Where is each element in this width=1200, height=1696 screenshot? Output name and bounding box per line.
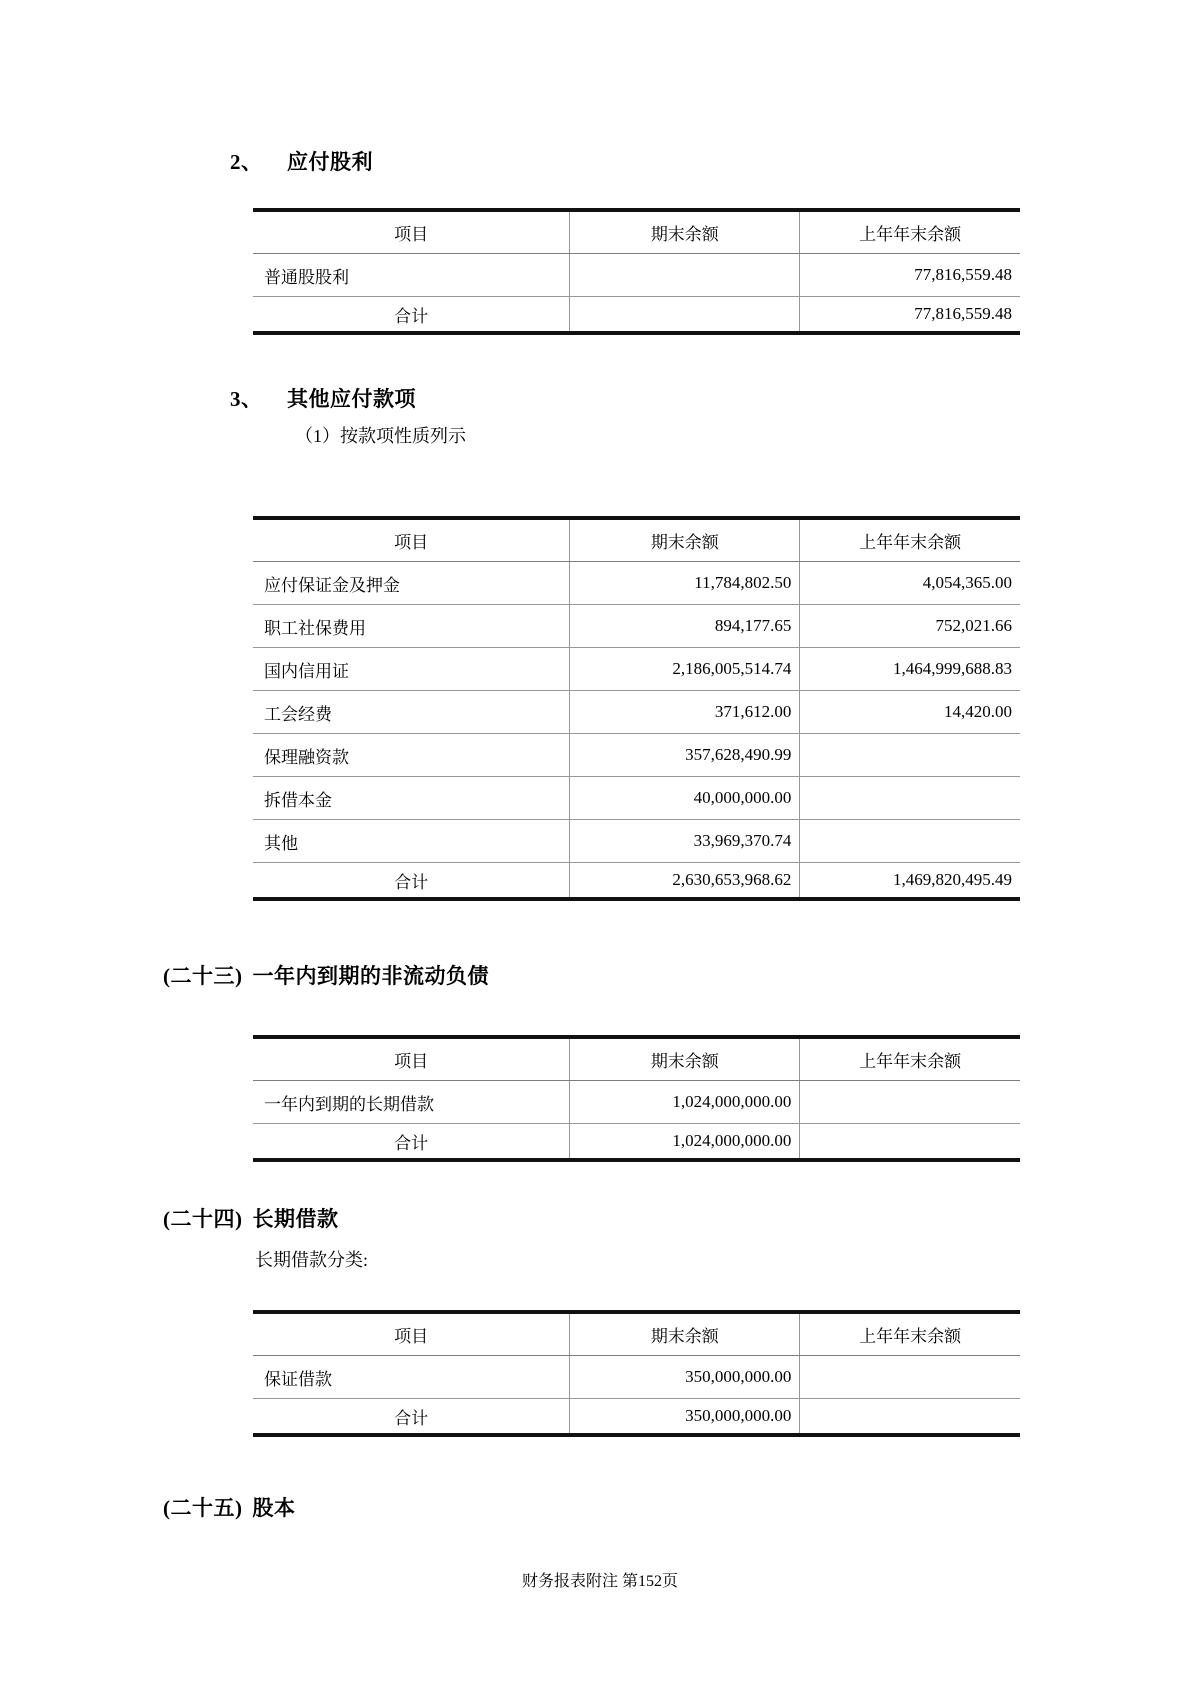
total-label: 合计 <box>394 306 429 326</box>
total-row <box>253 863 1020 900</box>
table-row <box>253 777 1020 820</box>
column-header: 期末余额 <box>570 1312 800 1356</box>
cell-prior-balance <box>800 820 1020 863</box>
total-current-balance: 1,024,000,000.00 <box>570 1124 800 1161</box>
cell-prior-balance: 752,021.66 <box>800 605 1020 648</box>
cell-current-balance: 11,784,802.50 <box>570 562 800 605</box>
column-header: 项目 <box>253 210 570 254</box>
total-row <box>253 1124 1020 1161</box>
cell-current-balance <box>570 254 800 297</box>
cell-item: 其他 <box>253 820 570 863</box>
cell-current-balance: 357,628,490.99 <box>570 734 800 777</box>
section-heading-other-payables <box>230 383 416 413</box>
column-header: 期末余额 <box>570 210 800 254</box>
cell-item: 保证借款 <box>253 1356 570 1399</box>
section-number: (二十三) <box>163 964 243 988</box>
cell-item: 职工社保费用 <box>253 605 570 648</box>
section-number: (二十五) <box>163 1496 243 1520</box>
cell-current-balance: 371,612.00 <box>570 691 800 734</box>
header-row <box>253 1037 1020 1081</box>
cell-current-balance: 40,000,000.00 <box>570 777 800 820</box>
column-header: 项目 <box>253 1037 570 1081</box>
section-title: 股本 <box>252 1496 296 1520</box>
total-label: 合计 <box>394 1133 429 1153</box>
header-row <box>253 210 1020 254</box>
column-header: 上年年末余额 <box>800 1312 1020 1356</box>
total-row <box>253 297 1020 334</box>
section-number: 3、 <box>230 387 263 411</box>
total-label: 合计 <box>394 1408 429 1428</box>
total-current-balance: 2,630,653,968.62 <box>570 863 800 900</box>
cell-item: 普通股股利 <box>253 254 570 297</box>
cell-prior-balance <box>800 1356 1020 1399</box>
cell-prior-balance <box>800 777 1020 820</box>
cell-current-balance: 350,000,000.00 <box>570 1356 800 1399</box>
table-long-term-borrowings <box>253 1310 1020 1437</box>
table-row <box>253 820 1020 863</box>
page-footer: 财务报表附注 第152页 <box>521 1573 678 1590</box>
table-row <box>253 1081 1020 1124</box>
total-label: 合计 <box>394 872 429 892</box>
financial-table <box>253 1310 1020 1437</box>
subsection-label-borrowing-classification: 长期借款分类: <box>255 1250 369 1270</box>
column-header: 项目 <box>253 1312 570 1356</box>
section-number: 2、 <box>230 150 263 174</box>
table-row <box>253 691 1020 734</box>
cell-current-balance: 894,177.65 <box>570 605 800 648</box>
column-header: 上年年末余额 <box>800 518 1020 562</box>
table-row <box>253 562 1020 605</box>
column-header: 期末余额 <box>570 518 800 562</box>
section-title: 长期借款 <box>252 1207 339 1231</box>
table-row <box>253 648 1020 691</box>
table-row <box>253 734 1020 777</box>
table-dividends-payable <box>253 208 1020 335</box>
section-title: 其他应付款项 <box>287 387 416 411</box>
total-prior-balance: 1,469,820,495.49 <box>800 863 1020 900</box>
table-row <box>253 1356 1020 1399</box>
column-header: 项目 <box>253 518 570 562</box>
table-other-payables <box>253 516 1020 901</box>
column-header: 期末余额 <box>570 1037 800 1081</box>
section-heading-noncurrent-liabilities-due-within-one-year <box>163 960 489 990</box>
cell-prior-balance: 14,420.00 <box>800 691 1020 734</box>
total-row <box>253 1399 1020 1436</box>
header-row <box>253 1312 1020 1356</box>
table-noncurrent-liabilities-due-within-one-year <box>253 1035 1020 1162</box>
section-title: 应付股利 <box>287 150 373 174</box>
section-heading-dividends-payable <box>230 146 373 176</box>
table-row <box>253 254 1020 297</box>
total-current-balance <box>570 297 800 334</box>
cell-item: 保理融资款 <box>253 734 570 777</box>
section-number: (二十四) <box>163 1207 243 1231</box>
cell-current-balance: 1,024,000,000.00 <box>570 1081 800 1124</box>
header-row <box>253 518 1020 562</box>
cell-prior-balance: 4,054,365.00 <box>800 562 1020 605</box>
section-heading-share-capital <box>163 1492 296 1522</box>
cell-current-balance: 33,969,370.74 <box>570 820 800 863</box>
cell-item: 工会经费 <box>253 691 570 734</box>
table-row <box>253 605 1020 648</box>
cell-current-balance: 2,186,005,514.74 <box>570 648 800 691</box>
total-prior-balance <box>800 1124 1020 1161</box>
cell-item: 拆借本金 <box>253 777 570 820</box>
financial-table <box>253 1035 1020 1162</box>
column-header: 上年年末余额 <box>800 210 1020 254</box>
cell-prior-balance <box>800 734 1020 777</box>
total-prior-balance <box>800 1399 1020 1436</box>
section-heading-long-term-borrowings <box>163 1203 339 1233</box>
cell-prior-balance: 1,464,999,688.83 <box>800 648 1020 691</box>
section-title: 一年内到期的非流动负债 <box>252 964 489 988</box>
total-current-balance: 350,000,000.00 <box>570 1399 800 1436</box>
financial-table <box>253 516 1020 901</box>
cell-item: 国内信用证 <box>253 648 570 691</box>
cell-item: 应付保证金及押金 <box>253 562 570 605</box>
financial-table <box>253 208 1020 335</box>
column-header: 上年年末余额 <box>800 1037 1020 1081</box>
cell-prior-balance <box>800 1081 1020 1124</box>
subsection-label-by-nature: （1）按款项性质列示 <box>295 426 466 446</box>
total-prior-balance: 77,816,559.48 <box>800 297 1020 334</box>
cell-prior-balance: 77,816,559.48 <box>800 254 1020 297</box>
cell-item: 一年内到期的长期借款 <box>253 1081 570 1124</box>
